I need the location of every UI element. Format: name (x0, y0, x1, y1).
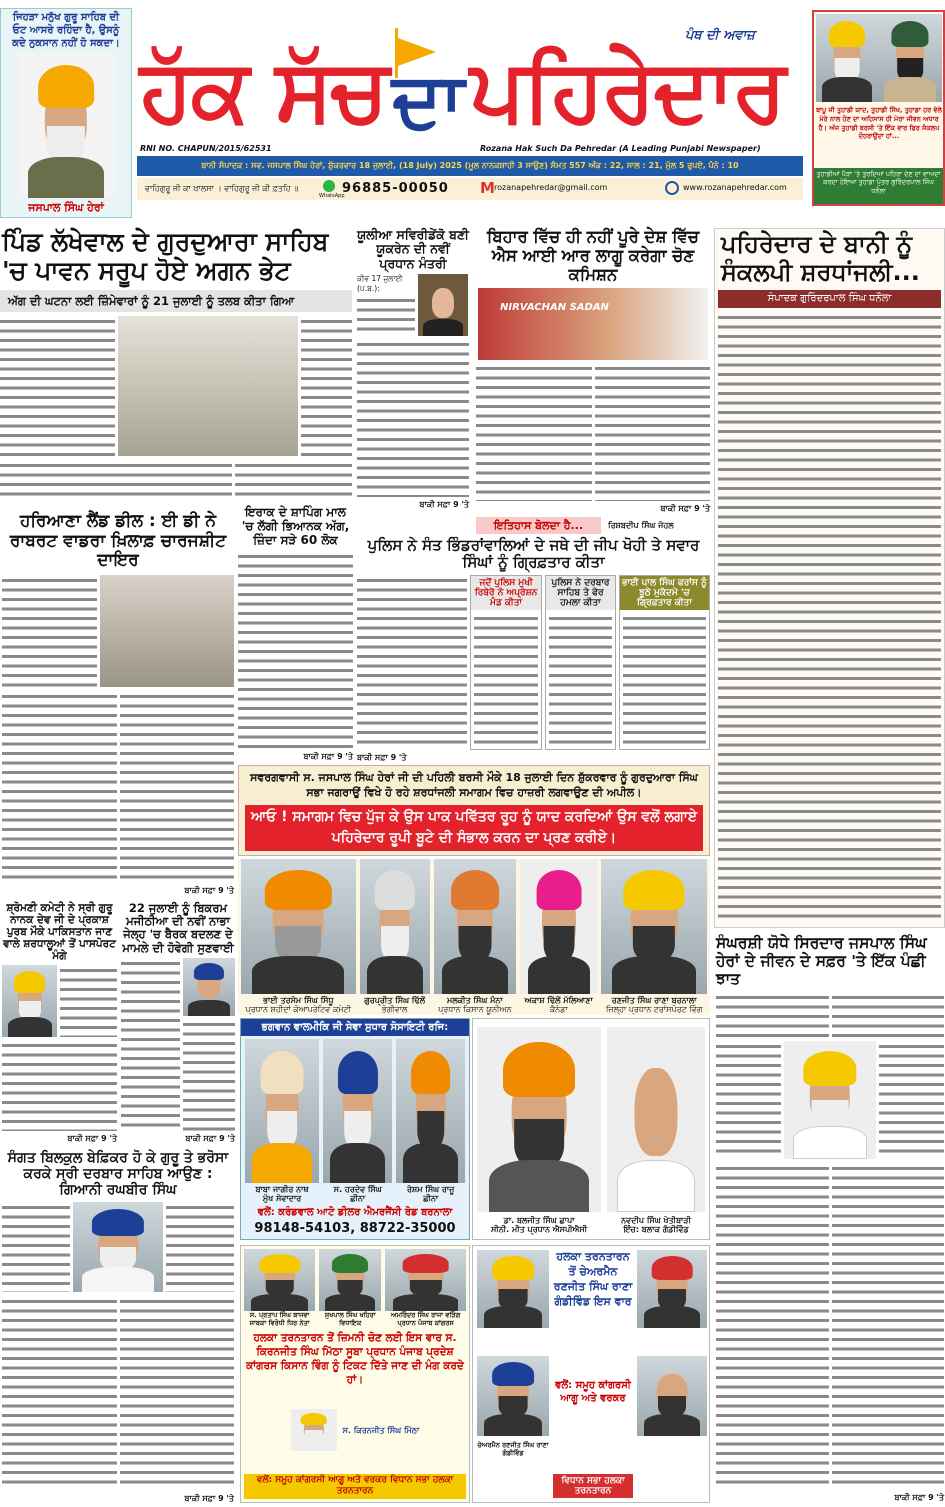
photo (477, 1250, 549, 1328)
article-text (2, 1202, 70, 1292)
photo (477, 1027, 601, 1212)
appeal-box (238, 765, 710, 856)
mittha-ad: ਸ. ਪ੍ਰਤਾਪ ਸਿੰਘ ਬਾਜਵਾ ਸਾਬਕਾ ਵਿਰੋਧੀ ਧਿਰ ਨੇਤਾ ਸੁਖਪਾਲ ਸਿੰਘ ਖਹਿਰਾ ਵਿਧਾਇਕ ਅਮਰਿੰਦਰ ਸਿੰਘ ਰਾਜਾ ਵੜਿੰਗ ਪ੍ਰਧਾਨ ਪੰਜਾਬ ਕਾਂਗਰਸ ਹਲਕਾ ਤਰਨਤਾਰਨ ਤੋਂ ਜ਼ਿਮਨੀ ਚੋਣ ਲਈ ਇਸ ਵਾਰ ਸ. ਕਿਰਨਜੀਤ ਸਿੰਘ ਮਿੱਠਾ ਸੂਬਾ ਪ੍ਰਧਾਨ ਪੰਜਾਬ ਪ੍ਰਦੇਸ਼ ਕਾਂਗਰਸ ਕਿਸਾਨ ਵਿੰਗ ਨੂੰ ਟਿਕਟ ਦਿੱਤੇ ਜਾਣ ਦੀ ਮੰਗ ਕਰਦੇ ਹਾਂ। ਸ. ਕਿਰਨਜੀਤ ਸਿੰਘ ਮਿੱਠਾ ਵਲੋਂ: ਸਮੂਹ ਕਾਂਗਰਸੀ ਆਗੂ ਅਤੇ ਵਰਕਰ ਵਿਧਾਨ ਸਭਾ ਹਲਕਾ ਤਰਨਤਾਰਨ (240, 1245, 470, 1503)
article-text (474, 613, 538, 747)
photo (319, 1249, 381, 1311)
article-text (716, 1041, 781, 1159)
caption: ਸ. ਹਰਦੇਵ ਸਿੰਘ ਛੀਨਾ (333, 1184, 382, 1204)
article-text (166, 1202, 234, 1292)
duo-ad (472, 1018, 710, 1240)
masthead-logo: ਹੱਕ ਸੱਚ ਦਾ ਪਹਿਰੇਦਾਰ ਪੰਥ ਦੀ ਅਵਾਜ਼ (140, 28, 785, 144)
article-text (357, 339, 469, 497)
sgpc-story (2, 902, 117, 1144)
article-text (238, 551, 353, 748)
continued-link[interactable]: ਬਾਕੀ ਸਫ਼ਾ 9 'ਤੇ (184, 886, 234, 895)
yulia-photo (418, 274, 468, 336)
article-text (716, 992, 829, 1037)
email-link[interactable]: rozanapehredar@gmail.com (494, 183, 608, 192)
history-box: ਜਦੋਂ ਪੁਲਿਸ ਮੁਖੀ ਰਿਬੇਰੋ ਨੇ ਅਪ੍ਰੇਸ਼ਨ ਮੰਡ ਕੀਤਾ (470, 575, 542, 751)
majithia-photo (183, 958, 235, 1016)
appeal-people-row (238, 859, 710, 1015)
history-headline[interactable]: ਪੁਲਿਸ ਨੇ ਸੰਤ ਭਿੰਡਰਾਂਵਾਲਿਆਂ ਦੇ ਜਥੇ ਦੀ ਜੀਪ ਖੋਹੀ ਤੇ ਸਵਾਰ ਸਿੰਘਾਂ ਨੂੰ ਗ੍ਰਿਫ਼ਤਾਰ ਕੀਤਾ (367, 536, 700, 572)
caption: ਚੇਅਰਮੈਨ ਰਣਜੀਤ ਸਿੰਘ ਰਾਣਾ ਗੰਡੀਵਿੰਡ (477, 1441, 549, 1457)
appeal-section (238, 765, 710, 1015)
caption: ਭਾਈ ਤਰਸੇਮ ਸਿੰਘ ਸਿੱਧੂ ਪ੍ਰਧਾਨ ਸ਼ਹੀਦਾਂ ਕੋਆਪਰੇਟਿਵ ਕਮੇਟੀ (245, 995, 352, 1015)
article-text (2, 691, 117, 882)
history-box: ਭਾਈ ਪਾਲ ਸਿੰਘ ਫਰਾਂਸ ਨੂੰ ਝੂਠੇ ਮੁਕੱਦਮੇ 'ਚ ਗ੍ਰਿਫ਼ਤਾਰ ਕੀਤਾ (619, 575, 710, 751)
vadra-photo (100, 575, 234, 687)
photo (385, 1249, 466, 1311)
photo (520, 859, 597, 994)
caption: ਸੁਖਪਾਲ ਸਿੰਘ ਖਹਿਰਾ ਵਿਧਾਇਕ (324, 1311, 376, 1327)
son-photo (878, 14, 942, 102)
article-text (183, 1019, 235, 1131)
jaspal-singh-photo (784, 1041, 876, 1159)
photo (607, 1027, 705, 1212)
caption: ਬਾਬਾ ਜਾਗੀਰ ਨਾਥ ਮੁੱਖ ਸੇਵਾਦਾਰ (255, 1184, 309, 1204)
article-text (0, 460, 232, 500)
photo (244, 1249, 315, 1311)
article-text (60, 965, 117, 1037)
photo (637, 1356, 707, 1436)
continued-link[interactable]: ਬਾਕੀ ਸਫ਼ਾ 9 'ਤੇ (67, 1134, 117, 1143)
majithia-story (121, 902, 235, 1144)
portrait-photo (18, 53, 114, 198)
caption: ਰਣਜੀਤ ਸਿੰਘ ਰਾਣਾ ਬਰਨਾਲਾ ਜ਼ਿਲ੍ਹਾ ਪ੍ਰਧਾਨ ਟਰਾਂਸਪੋਰਟ ਵਿੰਗ (605, 995, 703, 1015)
continued-link[interactable]: ਬਾਕੀ ਸਫ਼ਾ 9 'ਤੇ (419, 500, 469, 509)
editorial-headline[interactable]: ਪਹਿਰੇਦਾਰ ਦੇ ਬਾਨੀ ਨੂੰ ਸੰਕਲਪੀ ਸ਼ਰਧਾਂਜਲੀ... (721, 230, 920, 286)
article-text (2, 1296, 117, 1490)
tribute-signoff: ਤੁਹਾਡੀਆਂ ਪੈੜਾਂ 'ਤੇ ਤੁਰਦਿਆਂ ਪਹਿਰਾ ਦੇਣ ਦਾ ਵਾਅਦਾ ਕਰਦਾ ਹੋਇਆ ਤੁਹਾਡਾ ਪੁੱਤਰ ਗੁਰਿੰਦਰਪਾਲ ਸਿੰਘ ਧਨੌਲਾ (814, 168, 943, 204)
rana-ad: ਚੇਅਰਮੈਨ ਰਣਜੀਤ ਸਿੰਘ ਰਾਣਾ ਗੰਡੀਵਿੰਡ ਹਲਕਾ ਤਰਨਤਾਰਨ ਤੋਂ ਚੇਅਰਮੈਨ ਰਣਜੀਤ ਸਿੰਘ ਰਾਣਾ ਗੰਡੀਵਿੰਡ ਇਸ ਵਾਰ ਵਲੋਂ: ਸਮੂਹ ਕਾਂਗਰਸੀ ਆਗੂ ਅਤੇ ਵਰਕਰ ਵਿਧਾਨ ਸਭਾ ਹਲਕਾ ਤਰਨਤਾਰਨ (472, 1245, 710, 1503)
article-text (879, 1041, 944, 1159)
article-text (832, 1163, 945, 1489)
caption: ਸ. ਪ੍ਰਤਾਪ ਸਿੰਘ ਬਾਜਵਾ ਸਾਬਕਾ ਵਿਰੋਧੀ ਧਿਰ ਨੇਤਾ (249, 1311, 310, 1327)
caption: ਨਵਦੀਪ ਸਿੰਘ ਖੇਤੀਬਾੜੀ ਇੰਚ: ਬਲਾਕ ਗੰਡੀਵਿੰਡ (621, 1215, 691, 1235)
lakhewal-subhead: ਅੱਗ ਦੀ ਘਟਨਾ ਲਈ ਜ਼ਿੰਮੇਵਾਰਾਂ ਨੂੰ 21 ਜੁਲਾਈ ਨੂੰ ਤਲਬ ਕੀਤਾ ਗਿਆ (0, 290, 352, 312)
continued-link[interactable]: ਬਾਕੀ ਸਫ਼ਾ 9 'ਤੇ (660, 504, 710, 513)
continued-link[interactable]: ਬਾਕੀ ਸਫ਼ਾ 9 'ਤੇ (894, 1493, 944, 1502)
right-tribute (812, 10, 945, 206)
appeal-text: ਸਵਰਗਵਾਸੀ ਸ. ਜਸਪਾਲ ਸਿੰਘ ਹੇਰਾਂ ਜੀ ਦੀ ਪਹਿਲੀ ਬਰਸੀ ਮੌਕੇ 18 ਜੁਲਾਈ ਦਿਨ ਸ਼ੁੱਕਰਵਾਰ ਨੂੰ ਗੁਰਦੁਆਰਾ ਸਿੰਘ ਸਭਾ ਜਗਰਾਉਂ ਵਿਖੇ ਹੋ ਰਹੇ ਸ਼ਰਧਾਂਜਲੀ ਸਮਾਗਮ ਵਿਚ ਹਾਜ਼ਰੀ ਲਗਵਾਉਣ ਦੀ ਅਪੀਲ। (250, 771, 698, 800)
photo (434, 859, 516, 994)
caption: ਡਾ. ਬਲਜੀਤ ਸਿੰਘ ਛਾਪਾ ਸੀਨੀ. ਮੀਤ ਪ੍ਰਧਾਨ ਐਸਪੀਐਸੀ (491, 1215, 588, 1235)
contact-bar: ਵਾਹਿਗੁਰੂ ਜੀ ਕਾ ਖ਼ਾਲਸਾ । ਵਾਹਿਗੁਰੂ ਜੀ ਕੀ ਫ਼ਤਹਿ ॥ WhatsApp 96885-00050 M rozanapehredar@gmail.com www.rozanapehredar.com (137, 178, 803, 200)
photo (241, 859, 356, 994)
iraq-headline[interactable]: ਇਰਾਕ ਦੇ ਸ਼ਾਪਿੰਗ ਮਾਲ 'ਚ ਲੱਗੀ ਭਿਆਨਕ ਅੱਗ, ਜ਼ਿੰਦਾ ਸੜੇ 60 ਲੋਕ (241, 505, 350, 547)
article-text (718, 312, 941, 924)
haryana-headline[interactable]: ਹਰਿਆਣਾ ਲੈਂਡ ਡੀਲ : ਈ ਡੀ ਨੇ ਰਾਬਰਟ ਵਾਡਰਾ ਖ਼ਿਲਾਫ਼ ਚਾਰਜਸ਼ੀਟ ਦਾਇਰ (9, 511, 227, 571)
info-bar: ਬਾਨੀ ਸੰਪਾਦਕ : ਸਵ. ਜਸਪਾਲ ਸਿੰਘ ਹੇਰਾਂ, ਸ਼ੁੱਕਰਵਾਰ 18 ਜੁਲਾਈ, (18 July) 2025 (ਮੂਲ ਨਾਨਕਸ਼ਾਹੀ 3 ਸਾਉਣ) ਸੰਮਤ 557 ਅੰਕ : 22, ਸਾਲ : 21, ਮੁੱਲ 5 ਰੁਪਏ, ਪੰਨੇ : 10 (137, 156, 803, 176)
photo (396, 1039, 465, 1183)
bihar-story (476, 228, 710, 514)
phone[interactable]: 96885-00050 (342, 181, 449, 196)
tribute-message: ਬਾਪੂ ਜੀ ਤੁਹਾਡੀ ਯਾਦ, ਤੁਹਾਡੀ ਸਿੱਖ, ਤੁਹਾਡਾ ਹਰ ਵੇਲੇ ਮੇਰੇ ਨਾਲ ਹੋਣ ਦਾ ਅਹਿਸਾਸ ਹੀ ਮੇਰਾ ਜੀਵਨ ਅਧਾਰ ਹੈ। ਅੱਜ ਤੁਹਾਡੀ ਬਰਸੀ 'ਤੇ ਇੱਕ ਵਾਰ ਫਿਰ ਸੰਕਲਪ ਦੋਹਰਾਉਂਦਾ ਹਾਂ... (816, 106, 942, 141)
biography-story (716, 935, 944, 1503)
appeal-banner: ਆਓ ! ਸਮਾਗਮ ਵਿਚ ਪੁੱਜ ਕੇ ਉਸ ਪਾਕ ਪਵਿੱਤਰ ਰੂਹ ਨੂੰ ਯਾਦ ਕਰਦਿਆਂ ਉਸ ਵਲੋਂ ਲਗਾਏ ਪਹਿਰੇਦਾਰ ਰੂਪੀ ਬੂਟੇ ਦੀ ਸੰਭਾਲ ਕਰਨ ਦਾ ਪ੍ਰਣ ਕਰੀਏ। (245, 805, 703, 851)
article-text (549, 613, 612, 747)
valmiki-ad: ਭਗਵਾਨ ਵਾਲਮੀਕਿ ਜੀ ਸੇਵਾ ਸੁਧਾਰ ਸੋਸਾਇਟੀ ਰਜਿ: ਬਾਬਾ ਜਾਗੀਰ ਨਾਥ ਮੁੱਖ ਸੇਵਾਦਾਰ ਸ. ਹਰਦੇਵ ਸਿੰਘ ਛੀਨਾ ਰੇਸ਼ਮ ਸਿੰਘ ਰਾਜੂ ਛੀਨਾ ਵਲੋਂ: ਕਰੰਡਵਾਲ ਆਟੋ ਡੀਲਰ ਐਮਰਜੈਂਸੀ ਰੋਡ ਬਰਨਾਲਾ 98148-54103, 88722-35000 (240, 1018, 470, 1240)
photo (477, 1356, 549, 1436)
article-text (357, 575, 467, 751)
article-text (595, 363, 711, 501)
article-text (120, 691, 235, 882)
tribute-name: ਜਸਪਾਲ ਸਿੰਘ ਹੇਰਾਂ (28, 201, 104, 214)
tribute-quote: ਜਿਹੜਾ ਮਨੁੱਖ ਗੁਰੂ ਸਾਹਿਬ ਦੀ ਓਟ ਆਸਰੇ ਰਹਿੰਦਾ ਹੈ, ਉਸਨੂੰ ਕਦੇ ਨੁਕਸਾਨ ਨਹੀਂ ਹੋ ਸਕਦਾ। (12, 12, 120, 49)
english-name: Rozana Hak Such Da Pehredar (A Leading Punjabi Newspaper) (480, 144, 761, 153)
election-commission-photo: NIRVACHAN SADAN (478, 288, 708, 360)
continued-link[interactable]: ਬਾਕੀ ਸਫ਼ਾ 9 'ਤੇ (357, 753, 407, 762)
photo (291, 1409, 337, 1451)
haryana-story (2, 512, 234, 896)
raghbir-singh-photo (73, 1202, 163, 1292)
caption: ਅਕਾਸ਼ ਢਿੱਲੋਂ ਮੱਲਿਆਣਾ ਕੈਨੇਡਾ (524, 995, 593, 1015)
article-text (2, 1040, 117, 1131)
article-text (623, 613, 706, 747)
caption: ਰੇਸ਼ਮ ਸਿੰਘ ਰਾਜੂ ਛੀਨਾ (406, 1184, 455, 1204)
gurdwara-photo (118, 316, 298, 457)
article-text (476, 363, 592, 501)
photo (360, 859, 430, 994)
photo (601, 859, 707, 994)
whatsapp-icon (323, 180, 335, 192)
caption: ਸ. ਕਿਰਨਜੀਤ ਸਿੰਘ ਮਿੱਠਾ (342, 1425, 420, 1435)
mail-icon: M (480, 179, 495, 197)
caption: ਅਮਰਿੰਦਰ ਸਿੰਘ ਰਾਜਾ ਵੜਿੰਗ ਪ੍ਰਧਾਨ ਪੰਜਾਬ ਕਾਂਗਰਸ (391, 1311, 461, 1327)
globe-icon (665, 181, 679, 195)
photo (245, 1039, 319, 1183)
article-text (0, 316, 115, 457)
article-text (2, 575, 97, 687)
left-tribute (0, 8, 132, 218)
article-text (120, 1296, 235, 1490)
editorial-byline: ਸੰਪਾਦਕ ਗੁਰਿੰਦਰਪਾਲ ਸਿੰਘ ਧਨੌਲਾ (718, 290, 941, 308)
caption: ਗੁਰਪ੍ਰੀਤ ਸਿੰਘ ਢਿੱਲੋਂ ਭੋਗੀਵਾਲ (364, 995, 426, 1015)
yulia-story (357, 228, 469, 510)
editorial-column (714, 228, 945, 928)
history-box: ਪੁਲਿਸ ਨੇ ਦਰਬਾਰ ਸਾਹਿਬ ਤੇ ਫੇਰ ਹਮਲਾ ਕੀਤਾ (545, 575, 616, 751)
father-photo (816, 14, 878, 102)
tagline: ਪੰਥ ਦੀ ਅਵਾਜ਼ (685, 28, 755, 43)
continued-link[interactable]: ਬਾਕੀ ਸਫ਼ਾ 9 'ਤੇ (184, 1494, 234, 1503)
yulia-headline[interactable]: ਯੂਲੀਆ ਸਵਿਰੀਡੇਂਕੋ ਬਣੀ ਯੂਕਰੇਨ ਦੀ ਨਵੀਂ ਪ੍ਰਧਾਨ ਮੰਤਰੀ (357, 227, 469, 271)
sgpc-headline[interactable]: ਸ਼੍ਰੋਮਣੀ ਕਮੇਟੀ ਨੇ ਸ੍ਰੀ ਗੁਰੂ ਨਾਨਕ ਦੇਵ ਜੀ ਦੇ ਪ੍ਰਕਾਸ਼ ਪੁਰਬ ਮੌਕੇ ਪਾਕਿਸਤਾਨ ਜਾਣ ਵਾਲੇ ਸ਼ਰਧਾਲੂਆਂ ਤੋਂ ਪਾਸਪੋਰਟ ਮੰਗੇ (3, 902, 116, 963)
sgpc-photo (2, 965, 57, 1037)
bihar-headline[interactable]: ਬਿਹਾਰ ਵਿੱਚ ਹੀ ਨਹੀਂ ਪੂਰੇ ਦੇਸ਼ ਵਿੱਚ ਐਸ ਆਈ ਆਰ ਲਾਗੂ ਕਰੇਗਾ ਚੋਣ ਕਮਿਸ਼ਨ (487, 227, 699, 284)
article-text (716, 1163, 829, 1489)
article-text (301, 316, 352, 457)
photo (323, 1039, 392, 1183)
lakhewal-story (0, 228, 352, 500)
continued-link[interactable]: ਬਾਕੀ ਸਫ਼ਾ 9 'ਤੇ (185, 1134, 235, 1143)
lakhewal-headline[interactable]: ਪਿੰਡ ਲੱਖੇਵਾਲ ਦੇ ਗੁਰਦੁਆਰਾ ਸਾਹਿਬ 'ਚ ਪਾਵਨ ਸਰੂਪ ਹੋਏ ਅਗਨ ਭੇਟ (2, 227, 329, 285)
caption: ਮਲਕੀਤ ਸਿੰਘ ਮੰਨਾ ਪ੍ਰਧਾਨ ਕਿਸਾਨ ਯੂਨੀਅਨ (438, 995, 512, 1015)
iraq-story (238, 506, 353, 762)
majithia-headline[interactable]: 22 ਜੁਲਾਈ ਨੂੰ ਬਿਕਰਮ ਮਜੀਠੀਆ ਦੀ ਨਵੀਂ ਨਾਭਾ ਜੇਲ੍ਹ 'ਚ ਬੈਰਕ ਬਦਲਣ ਦੇ ਮਾਮਲੇ ਦੀ ਹੋਵੇਗੀ ਸੁਣਵਾਈ (122, 901, 234, 955)
article-text (832, 992, 945, 1037)
website-link[interactable]: www.rozanapehredar.com (683, 183, 787, 192)
article-text (357, 295, 415, 336)
article-text (121, 958, 180, 1131)
darbar-story (2, 1150, 234, 1504)
history-kicker: ਇਤਿਹਾਸ ਬੋਲਦਾ ਹੈ... ਰਿਸ਼ਬਦੀਪ ਸਿੰਘ ਜੋਹਲ (357, 517, 710, 534)
dateline: ਕੀਵ 17 ਜੁਲਾਈ (ਪ.ਬ.): (357, 274, 403, 293)
continued-link[interactable]: ਬਾਕੀ ਸਫ਼ਾ 9 'ਤੇ (303, 752, 353, 761)
article-text (235, 460, 352, 500)
history-story (357, 517, 710, 763)
photo (637, 1250, 707, 1328)
rni-number: RNI NO. CHAPUN/2015/62531 (140, 144, 272, 153)
darbar-headline[interactable]: ਸੰਗਤ ਬਿਲਕੁਲ ਬੇਫ਼ਿਕਰ ਹੋ ਕੇ ਗੁਰੂ ਤੇ ਭਰੋਸਾ ਕਰਕੇ ਸ੍ਰੀ ਦਰਬਾਰ ਸਾਹਿਬ ਆਉਣ : ਗਿਆਨੀ ਰਘਬੀਰ ਸਿੰਘ (7, 1150, 229, 1199)
biography-headline[interactable]: ਸੰਘਰਸ਼ੀ ਯੋਧੇ ਸਿਰਦਾਰ ਜਸਪਾਲ ਸਿੰਘ ਹੇਰਾਂ ਦੇ ਜੀਵਨ ਦੇ ਸਫ਼ਰ 'ਤੇ ਇੱਕ ਪੰਛੀ ਝਾਤ (716, 934, 927, 988)
